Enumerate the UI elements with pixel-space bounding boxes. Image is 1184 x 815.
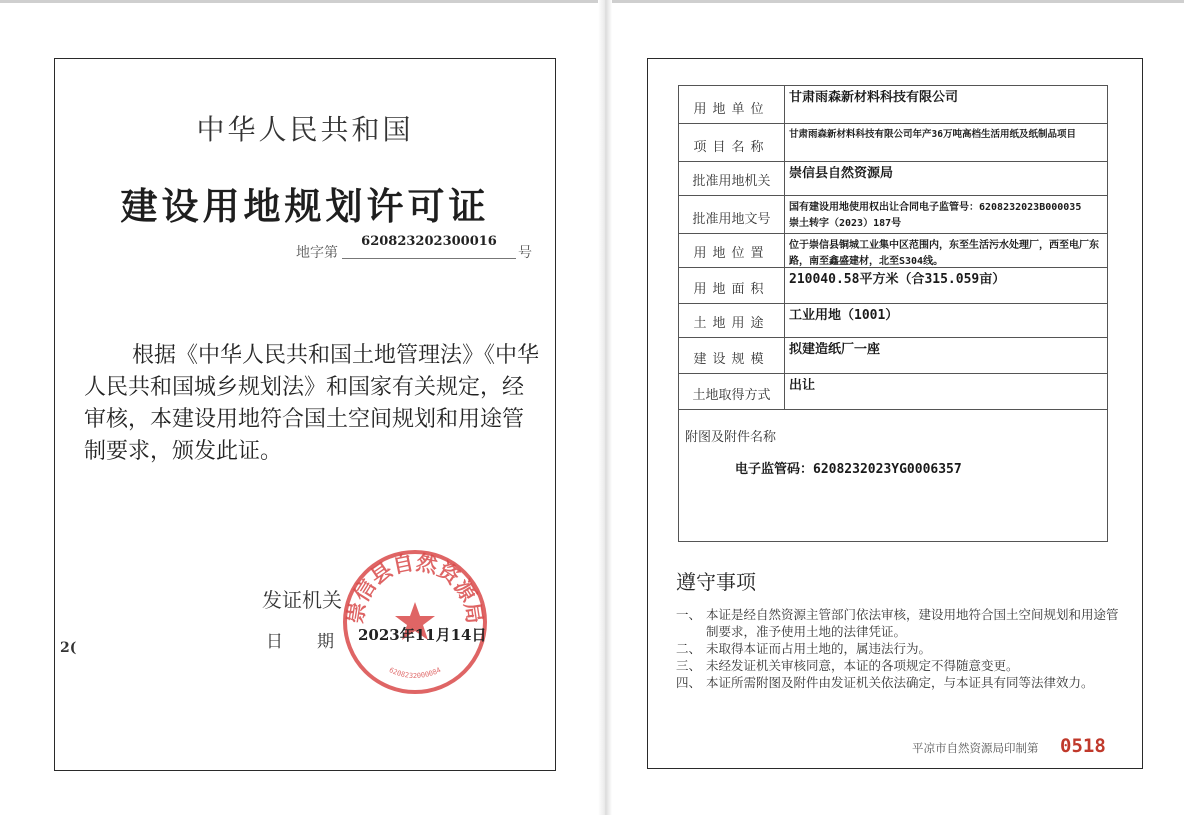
country-name: 中华人民共和国	[196, 113, 414, 146]
bleed-text: 2(	[60, 640, 77, 656]
issuing-authority-label: 发证机关	[262, 588, 342, 612]
land-area-value: 210040.58平方米（合315.059亩）	[789, 272, 1006, 287]
note-text: 未经发证机关审核同意，本证的各项规定不得随意变更。	[706, 658, 1019, 673]
row-label: 批准用地文号	[679, 196, 785, 233]
construction-scale-value: 拟建造纸厂一座	[789, 342, 881, 357]
row-label: 土地用途	[679, 304, 785, 337]
table-row	[679, 196, 1107, 234]
row-label: 用地位置	[679, 234, 785, 267]
approving-authority-value: 崇信县自然资源局	[789, 166, 894, 181]
acquisition-method-value: 出让	[789, 378, 816, 393]
printer-note: 平凉市自然资源局印制第	[912, 741, 1039, 755]
row-label: 批准用地机关	[679, 162, 785, 195]
cert-number: 620823202300016	[361, 234, 497, 249]
row-label: 建设规模	[679, 338, 785, 373]
list-item	[676, 606, 1126, 640]
note-number: 四、	[676, 675, 702, 690]
land-user-value: 甘肃雨森新材料科技有限公司	[789, 90, 959, 105]
land-location-value: 位于崇信县铜城工业集中区范围内，东至生活污水处理厂，西至电厂东路，南至鑫盛建材，北至S304线。	[789, 240, 1099, 267]
note-number: 二、	[676, 641, 702, 656]
page-top-edge	[0, 0, 1184, 3]
cert-prefix: 地字第	[296, 245, 338, 261]
table-row	[679, 124, 1107, 162]
official-seal-stamp-icon	[341, 548, 489, 696]
supervision-code: 电子监管码：6208232023YG0006357	[735, 462, 962, 477]
table-row	[679, 338, 1107, 374]
row-label: 项目名称	[679, 124, 785, 161]
notes-list	[676, 606, 1126, 691]
list-item	[676, 640, 1126, 657]
cert-number-underline	[342, 258, 516, 259]
table-row	[679, 86, 1107, 124]
list-item	[676, 674, 1126, 691]
table-row	[679, 374, 1107, 410]
table-row	[679, 234, 1107, 268]
attachments-label: 附图及附件名称	[685, 430, 777, 445]
legal-basis-paragraph	[84, 340, 544, 468]
row-label: 土地取得方式	[679, 374, 785, 409]
issue-date-label: 日期	[266, 632, 368, 652]
approval-document-value: 国有建设用地使用权出让合同电子监管号：6208232023B000035 崇土转字（2023）187号	[789, 202, 1082, 229]
certificate-title: 建设用地规划许可证	[120, 185, 490, 228]
issue-date-value: 2023年11月14日	[358, 626, 487, 644]
row-label: 用地面积	[679, 268, 785, 303]
note-number: 一、	[676, 607, 702, 622]
table-row	[679, 268, 1107, 304]
note-text: 本证是经自然资源主管部门依法审核，建设用地符合国土空间规划和用途管制要求，准予使用土地的法律凭证。	[706, 607, 1119, 639]
booklet-fold	[598, 0, 612, 815]
certificate-number-row	[296, 232, 546, 262]
cert-suffix: 号	[518, 245, 532, 261]
project-name-value: 甘肃雨森新材料科技有限公司年产36万吨高档生活用纸及纸制品项目	[789, 129, 1076, 140]
list-item	[676, 657, 1126, 674]
notes-title: 遵守事项	[676, 570, 756, 594]
table-row	[679, 304, 1107, 338]
land-info-table	[678, 85, 1108, 542]
svg-text:6208232000084	[388, 666, 442, 680]
seal-text: 崇信县自然资源局	[343, 550, 487, 626]
table-row	[679, 162, 1107, 196]
land-use-value: 工业用地（1001）	[789, 308, 899, 323]
row-label: 用地单位	[679, 86, 785, 123]
note-text: 本证所需附图及附件由发证机关依法确定，与本证具有同等法律效力。	[706, 675, 1094, 690]
seal-code: 6208232000084	[387, 666, 443, 680]
note-text: 未取得本证而占用土地的，属违法行为。	[706, 641, 932, 656]
legal-basis-text: 根据《中华人民共和国土地管理法》《中华人民共和国城乡规划法》和国家有关规定，经审核，本建设用地符合国土空间规划和用途管制要求，颁发此证。	[84, 343, 540, 464]
note-number: 三、	[676, 658, 702, 673]
serial-number: 0518	[1060, 735, 1106, 757]
